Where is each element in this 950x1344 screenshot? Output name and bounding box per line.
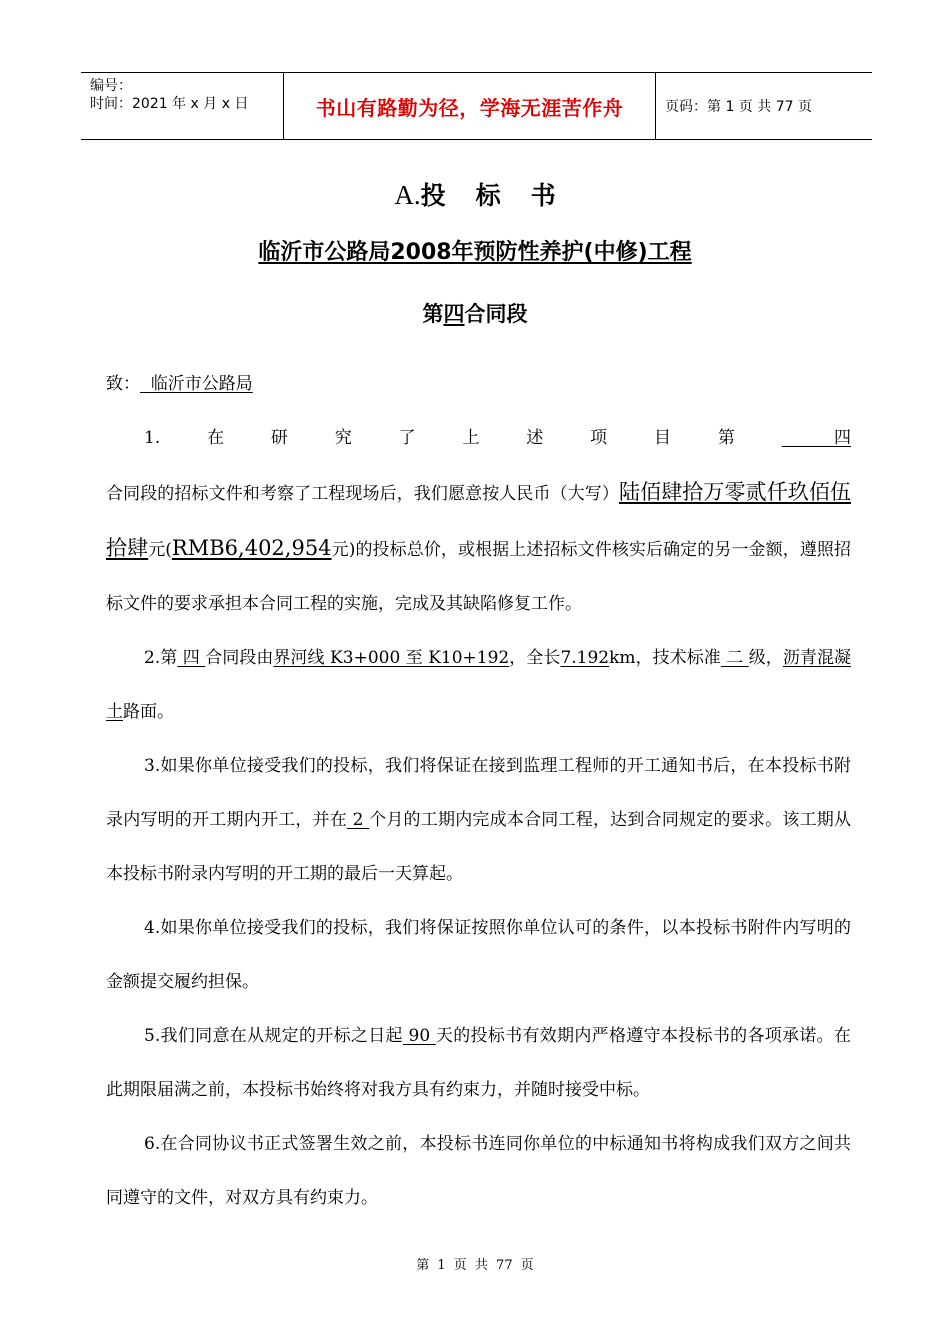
project-title-text: 临沂市公路局2008年预防性养护(中修)工程 [258,240,692,265]
road-range: 界河线 K3+000 至 K10+192 [273,648,510,668]
header-page-info [656,73,872,139]
serial-number-label: 编号： [90,78,132,94]
header-table [81,72,872,140]
motto-text: 书山有路勤为径，学海无涯苦作舟 [315,95,624,120]
addressee-line [106,357,851,411]
road-surface: 沥青混凝土 [106,648,851,722]
paragraph-1: 1.在研究了上述项目第 四 合同段的招标文件和考察了工程现场后，我们愿意按人民币（大写）陆佰肆拾万零贰仟玖佰伍拾肆元(RMB6,402,954元)的投标总价，或根据上述招标文件核实后确定的另一金额，遵照招标文件的要求承担本合同工程的实施，完成及其缺陷修复工作。 [106,428,851,614]
page-info-text: 页码：第 1 页 共 77 页 [665,99,812,115]
document-body [106,357,851,1225]
section-suffix: 合同段 [464,302,528,326]
section-number: 四 [443,302,465,326]
title-char-3: 书 [530,181,556,210]
p1-section-number: 四 [781,428,851,448]
footer-page-number: 第 1 页 共 77 页 [416,1258,534,1273]
section-prefix: 第 [422,302,444,326]
p2-section-number: 四 [177,648,206,668]
header-left-cell [81,73,284,139]
paragraph-5: 5.我们同意在从规定的开标之日起 90 天的投标书有效期内严格遵守本投标书的各项承诺。在此期限届满之前，本投标书始终将对我方具有约束力，并随时接受中标。 [106,1026,851,1100]
date-label: 时间：2021 年 x 月 x 日 [90,96,249,112]
title-char-1: 投 [420,181,446,210]
construction-months: 2 [347,810,370,830]
validity-days: 90 [402,1026,436,1046]
project-title [0,235,950,266]
header-motto [284,73,656,139]
page-footer [0,1254,950,1273]
title-letter: A. [394,180,421,210]
amount-chinese: 陆佰肆拾万零贰仟玖佰伍拾肆 [106,480,851,560]
document-title [0,176,950,212]
paragraph-2: 2.第 四 合同段由界河线 K3+000 至 K10+192，全长7.192km，技术标准 二 级，沥青混凝土路面。 [106,648,851,722]
section-title [0,298,950,328]
paragraph-4: 4.如果你单位接受我们的投标，我们将保证按照你单位认可的条件，以本投标书附件内写明的金额提交履约担保。 [106,918,851,992]
addressee-label: 致： [106,374,140,394]
paragraph-3: 3.如果你单位接受我们的投标，我们将保证在接到监理工程师的开工通知书后，在本投标书附录内写明的开工期内开工，并在 2 个月的工期内完成本合同工程，达到合同规定的要求。该工期从本投标书附录内写明的开工期的最后一天算起。 [106,756,852,884]
road-length: 7.192 [560,648,610,668]
title-char-2: 标 [475,181,501,210]
tech-grade: 二 [720,648,749,668]
amount-number: RMB6,402,954 [171,536,332,560]
addressee-name: 临沂市公路局 [150,374,253,394]
paragraph-6: 6.在合同协议书正式签署生效之前，本投标书连同你单位的中标通知书将构成我们双方之间共同遵守的文件，对双方具有约束力。 [106,1134,851,1208]
